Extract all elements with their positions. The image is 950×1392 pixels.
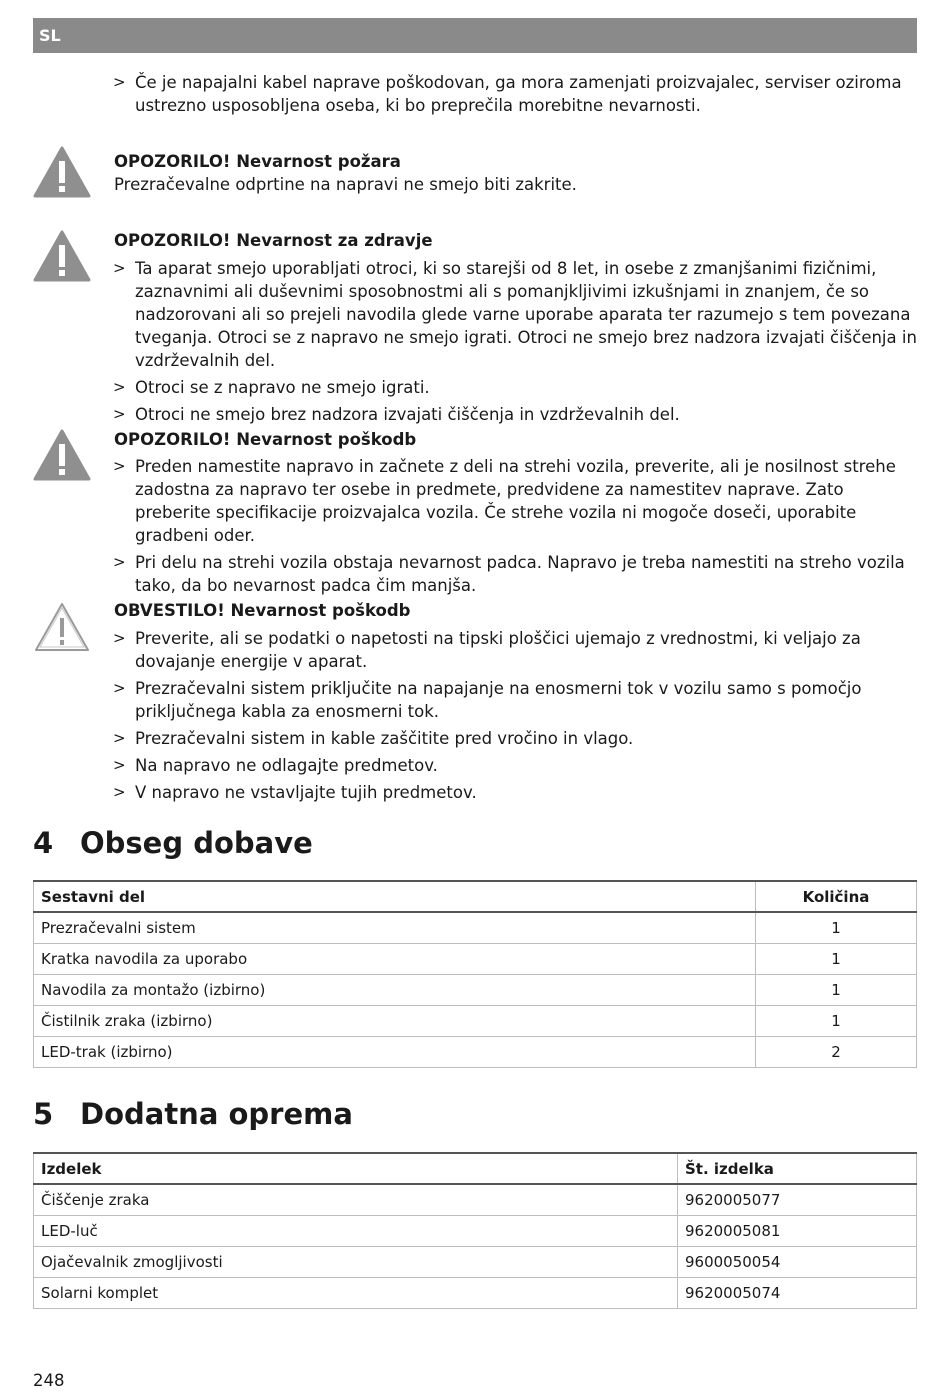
table-cell: Ojačevalnik zmogljivosti: [34, 1246, 678, 1277]
list-item: > Preverite, ali se podatki o napetosti na tipski ploščici ujemajo z vrednostmi, ki veljajo za dovajanje energije v aparat.: [0, 627, 917, 673]
table-cell: Kratka navodila za uporabo: [34, 943, 756, 974]
column-header-component: Sestavni del: [34, 881, 756, 912]
list-item: > Prezračevalni sistem priključite na napajanje na enosmerni tok v vozilu samo s pomočjo priključnega kabla za enosmerni tok.: [0, 677, 917, 723]
list-item: > Prezračevalni sistem in kable zaščitite pred vročino in vlago.: [0, 727, 917, 750]
list-item: > Na napravo ne odlagajte predmetov.: [0, 754, 917, 777]
table-row: [34, 1246, 917, 1277]
table-header-row: [34, 1153, 917, 1184]
column-header-product-number: Št. izdelka: [678, 1153, 917, 1184]
table-row: [34, 912, 917, 943]
table-cell: LED-luč: [34, 1215, 678, 1246]
table-cell: Čiščenje zraka: [34, 1184, 678, 1215]
warning-triangle-icon: [33, 145, 91, 199]
warning-title-health: OPOZORILO! Nevarnost za zdravje: [114, 231, 433, 250]
warning-title-injury: OPOZORILO! Nevarnost poškodb: [114, 430, 417, 449]
table-cell: 9600050054: [678, 1246, 917, 1277]
table-cell: 1: [756, 974, 917, 1005]
table-cell: Čistilnik zraka (izbirno): [34, 1005, 756, 1036]
column-header-product: Izdelek: [34, 1153, 678, 1184]
table-cell: Solarni komplet: [34, 1277, 678, 1308]
table-cell: 9620005074: [678, 1277, 917, 1308]
list-item: > V napravo ne vstavljajte tujih predmetov.: [0, 781, 917, 804]
table-cell: 1: [756, 1005, 917, 1036]
table-cell: 2: [756, 1036, 917, 1067]
section-number: 5: [33, 1097, 54, 1131]
intro-bullet-list: [0, 71, 917, 117]
table-row: [34, 1277, 917, 1308]
list-item: > Otroci ne smejo brez nadzora izvajati čiščenja in vzdrževalnih del.: [0, 403, 917, 426]
table-row: [34, 974, 917, 1005]
table-cell: LED-trak (izbirno): [34, 1036, 756, 1067]
list-item: > Preden namestite napravo in začnete z deli na strehi vozila, preverite, ali je nosilnost strehe zadostna za napravo ter osebe in predmete, predvidene za namestitev naprave. Zato preberite specifikacije proizvajalca vozila. Če strehe vozila ni mogoče doseči, uporabite gradbeni oder.: [0, 455, 917, 547]
section-heading-scope-of-delivery: [33, 825, 313, 861]
page-number: 248: [33, 1371, 65, 1390]
language-header-bar: [33, 18, 917, 53]
table-cell: 1: [756, 912, 917, 943]
warning-bullets-health: [0, 257, 917, 426]
list-item: > Pri delu na strehi vozila obstaja nevarnost padca. Napravo je treba namestiti na streho vozila tako, da bo nevarnost padca čim manjša.: [0, 551, 917, 597]
section-title: Obseg dobave: [80, 826, 313, 860]
table-cell: 1: [756, 943, 917, 974]
warning-text-fire: Prezračevalne odprtine na napravi ne smejo biti zakrite.: [114, 175, 577, 194]
scope-of-delivery-table: [33, 880, 917, 1068]
section-heading-accessories: [33, 1096, 353, 1132]
section-title: Dodatna oprema: [80, 1097, 353, 1131]
list-item: > Otroci se z napravo ne smejo igrati.: [0, 376, 917, 399]
table-row: [34, 943, 917, 974]
table-row: [34, 1215, 917, 1246]
column-header-quantity: Količina: [756, 881, 917, 912]
table-cell: Navodila za montažo (izbirno): [34, 974, 756, 1005]
table-cell: 9620005081: [678, 1215, 917, 1246]
section-number: 4: [33, 826, 54, 860]
language-code: SL: [39, 26, 61, 45]
table-row: [34, 1005, 917, 1036]
notice-bullets-damage: [0, 627, 917, 804]
list-item: > Če je napajalni kabel naprave poškodovan, ga mora zamenjati proizvajalec, serviser oziroma ustrezno usposobljena oseba, ki bo preprečila morebitne nevarnosti.: [0, 71, 917, 117]
table-row: [34, 1184, 917, 1215]
table-cell: 9620005077: [678, 1184, 917, 1215]
table-row: [34, 1036, 917, 1067]
notice-title-damage: OBVESTILO! Nevarnost poškodb: [114, 601, 411, 620]
table-header-row: [34, 881, 917, 912]
warning-title-fire: OPOZORILO! Nevarnost požara: [114, 152, 401, 171]
warning-bullets-injury: [0, 455, 917, 597]
accessories-table: [33, 1152, 917, 1309]
table-cell: Prezračevalni sistem: [34, 912, 756, 943]
list-item: > Ta aparat smejo uporabljati otroci, ki so starejši od 8 let, in osebe z zmanjšanimi fizičnimi, zaznavnimi ali duševnimi sposobnostmi ali s pomanjkljivimi izkušnjami in znanjem, če so nadzorovani ali so prejeli navodila glede varne uporabe aparata ter razumejo s tem povezana tveganja. Otroci se z napravo ne smejo igrati. Otroci ne smejo brez nadzora izvajati čiščenja in vzdrževalnih del.: [0, 257, 917, 372]
